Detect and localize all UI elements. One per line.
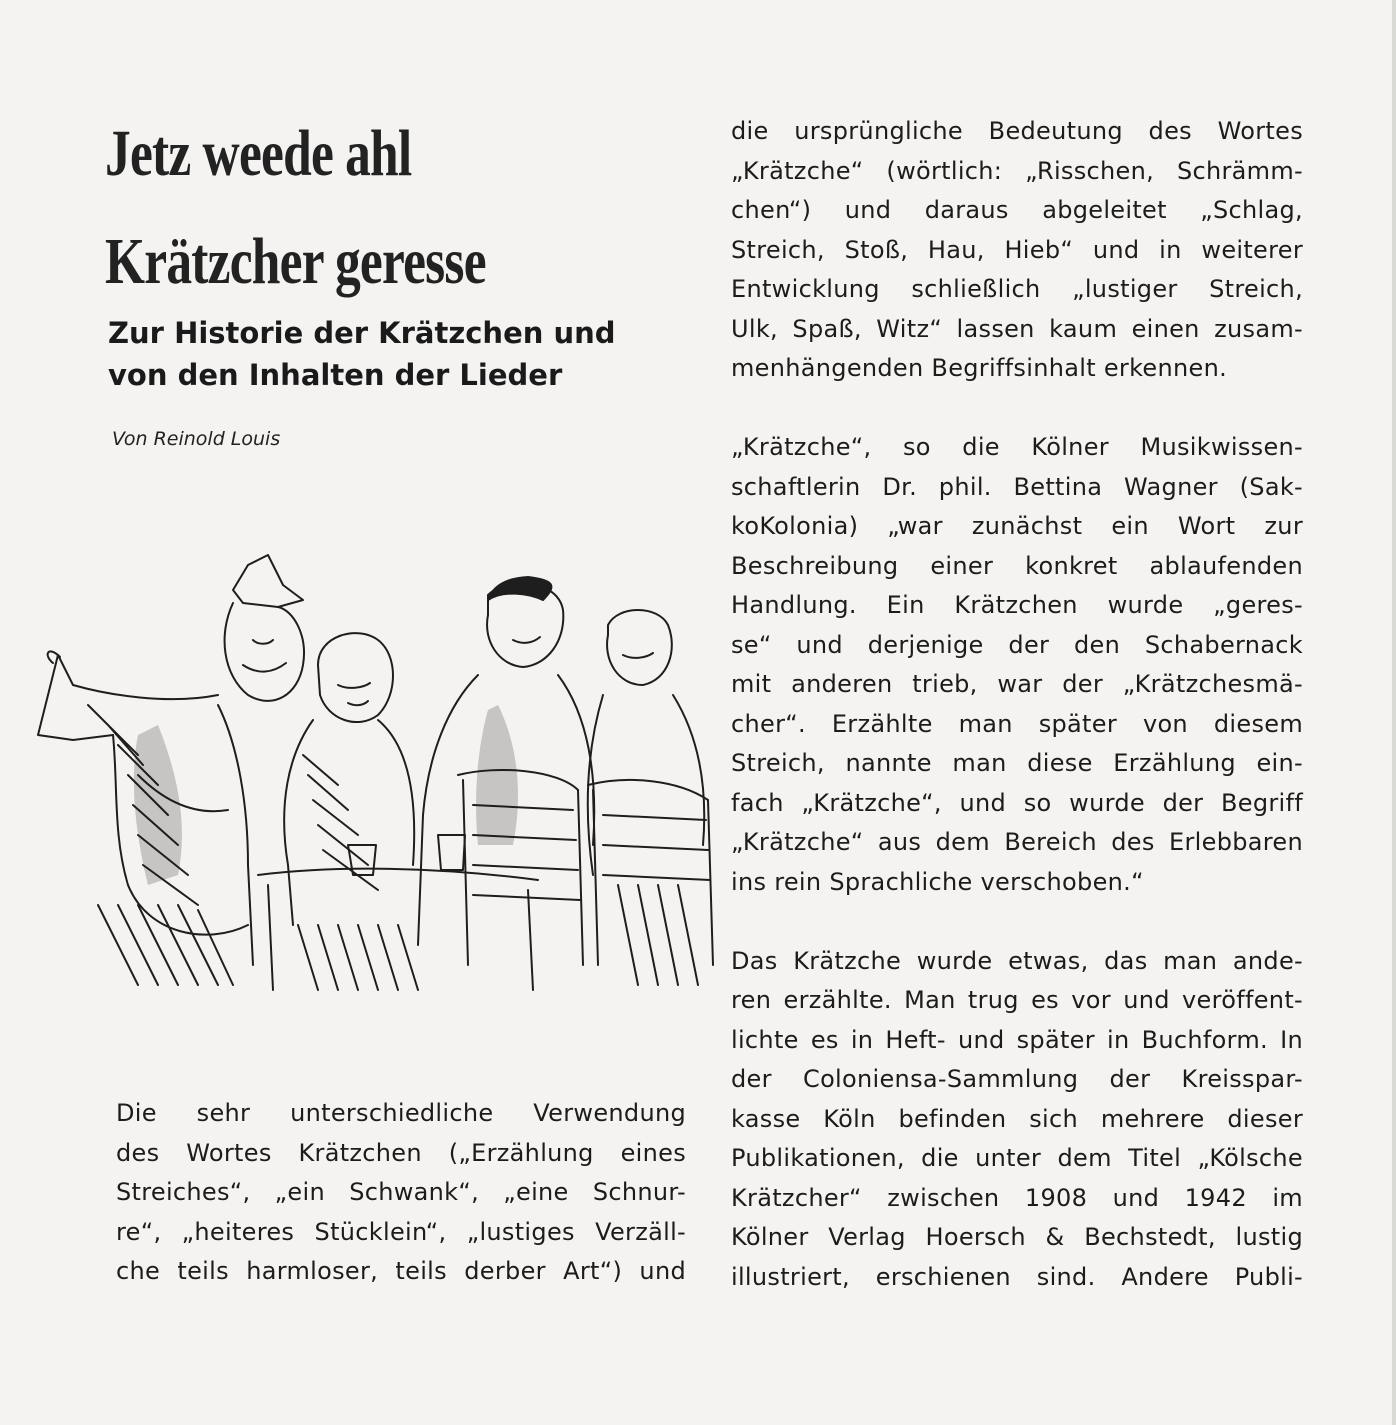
text-line: Streich, nannte man diese Erzählung ein- bbox=[731, 749, 1303, 777]
text-line: se“ und derjenige der den Schabernack bbox=[731, 630, 1303, 659]
subtitle-line-1: Zur Historie der Krätzchen und bbox=[108, 316, 616, 350]
text-line: schaftlerin Dr. phil. Bettina Wagner (Sak- bbox=[731, 472, 1303, 501]
pen-and-ink-illustration-icon bbox=[18, 545, 718, 1000]
text-line: des Wortes Krätzchen („Erzählung eines bbox=[116, 1138, 686, 1167]
text-line: ren erzählte. Man trug es vor und veröffent- bbox=[731, 986, 1303, 1014]
text-line: lichte es in Heft- und später in Buchform. In bbox=[731, 1025, 1303, 1054]
text-line: „Krätzche“ aus dem Bereich des Erlebbaren bbox=[731, 828, 1303, 856]
text-line: Die sehr unterschiedliche Verwendung bbox=[116, 1099, 686, 1127]
text-line: Beschreibung einer konkret ablaufenden bbox=[731, 551, 1303, 580]
text-line: re“, „heiteres Stücklein“, „lustiges Verzäll- bbox=[116, 1217, 686, 1246]
page-edge bbox=[1392, 0, 1396, 1425]
article-title bbox=[105, 100, 573, 316]
title-line-1: Jetz weede ahl bbox=[105, 117, 412, 190]
text-line: cher“. Erzählte man später von diesem bbox=[731, 709, 1303, 738]
text-line: Krätzcher“ zwischen 1908 und 1942 im bbox=[731, 1183, 1303, 1212]
right-text-column bbox=[731, 112, 1303, 1297]
text-line: ins rein Sprachliche verschoben.“ bbox=[731, 867, 1144, 896]
text-line: kasse Köln befinden sich mehrere dieser bbox=[731, 1104, 1303, 1133]
text-line: Kölner Verlag Hoersch & Bechstedt, lustig bbox=[731, 1223, 1303, 1251]
text-line: Das Krätzche wurde etwas, das man ande- bbox=[731, 946, 1303, 975]
text-line: Streiches“, „ein Schwank“, „eine Schnur- bbox=[116, 1178, 686, 1206]
text-line: „Krätzche“, so die Kölner Musikwissen- bbox=[731, 433, 1303, 461]
text-line: che teils harmloser, teils derber Art“) und bbox=[116, 1257, 686, 1285]
text-line: Ulk, Spaß, Witz“ lassen kaum einen zusam- bbox=[731, 314, 1303, 343]
text-line: die ursprüngliche Bedeutung des Wortes bbox=[731, 117, 1303, 145]
right-paragraph-1 bbox=[731, 112, 1303, 389]
text-line: Streich, Stoß, Hau, Hieb“ und in weiterer bbox=[731, 235, 1303, 264]
left-text-column bbox=[116, 1094, 686, 1292]
text-line: der Coloniensa-Sammlung der Kreisspar- bbox=[731, 1065, 1303, 1093]
text-line: menhängenden Begriffsinhalt erkennen. bbox=[731, 354, 1228, 382]
right-paragraph-2 bbox=[731, 428, 1303, 902]
byline: Von Reinold Louis bbox=[112, 428, 281, 450]
text-line: chen“) und daraus abgeleitet „Schlag, bbox=[731, 196, 1303, 224]
text-line: Handlung. Ein Krätzchen wurde „geres- bbox=[731, 591, 1303, 619]
right-paragraph-3 bbox=[731, 942, 1303, 1298]
subtitle-line-2: von den Inhalten der Lieder bbox=[108, 358, 563, 392]
text-line: „Krätzche“ (wörtlich: „Risschen, Schrämm- bbox=[731, 156, 1303, 185]
text-line: mit anderen trieb, war der „Krätzchesmä- bbox=[731, 670, 1303, 698]
left-paragraph bbox=[116, 1094, 686, 1292]
article-subtitle bbox=[108, 312, 668, 396]
title-line-2: Krätzcher geresse bbox=[105, 225, 486, 298]
text-line: koKolonia) „war zunächst ein Wort zur bbox=[731, 512, 1303, 540]
text-line: fach „Krätzche“, und so wurde der Begriff bbox=[731, 788, 1303, 817]
text-line: Publikationen, die unter dem Titel „Kölsche bbox=[731, 1144, 1303, 1172]
text-line: Entwicklung schließlich „lustiger Streich, bbox=[731, 275, 1303, 303]
text-line: illustriert, erschienen sind. Andere Publi- bbox=[731, 1262, 1303, 1291]
